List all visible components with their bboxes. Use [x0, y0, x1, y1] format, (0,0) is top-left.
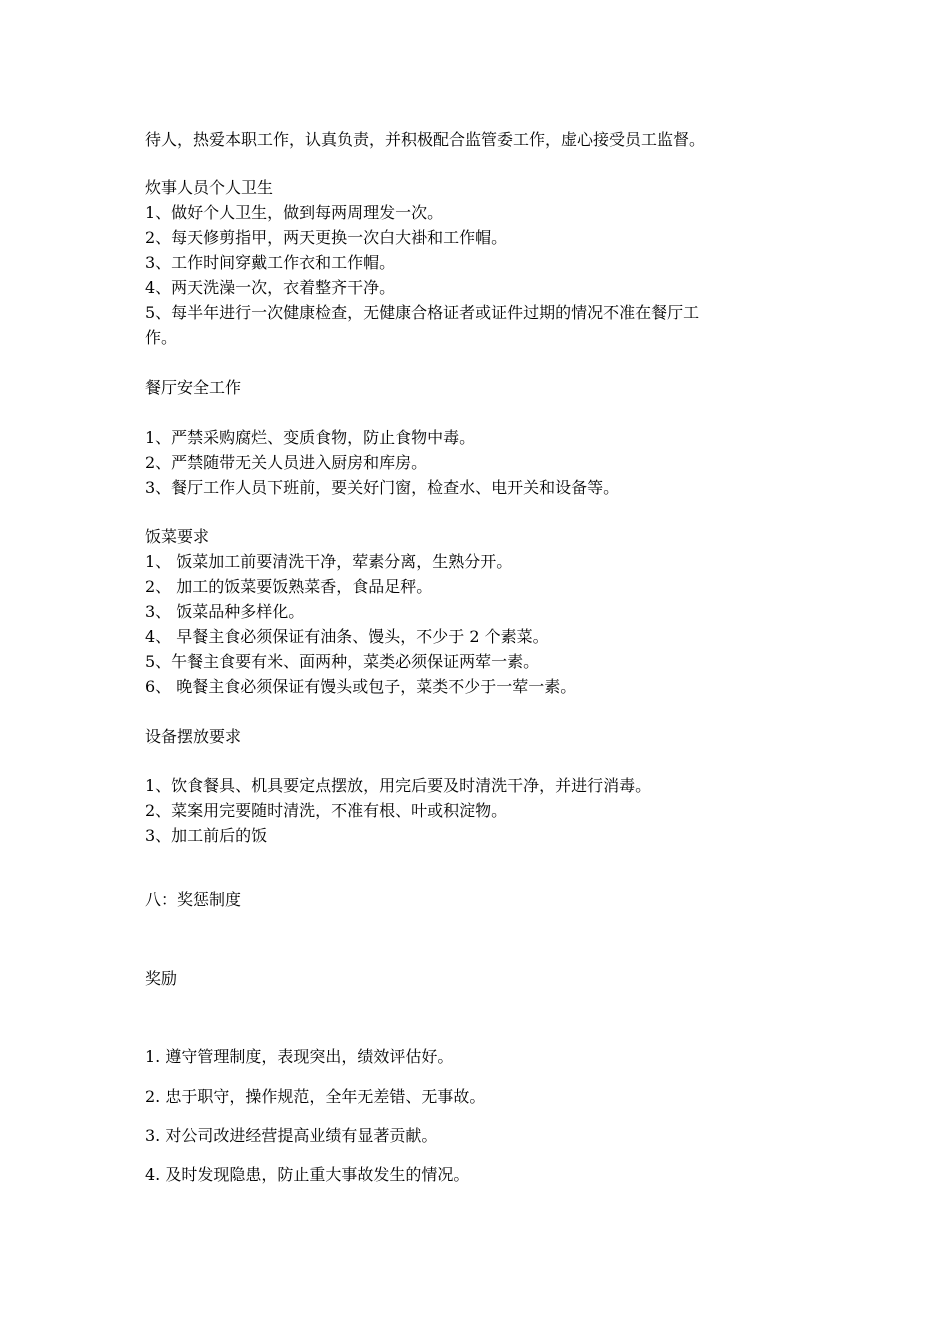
- safety-item: 1、严禁采购腐烂、变质食物，防止食物中毒。: [145, 428, 476, 447]
- intro-paragraph: 待人，热爱本职工作，认真负责，并积极配合监管委工作，虚心接受员工监督。: [145, 130, 706, 149]
- safety-item: 3、餐厅工作人员下班前，要关好门窗，检查水、电开关和设备等。: [145, 478, 620, 497]
- equipment-item: 2、菜案用完要随时清洗，不准有根、叶或积淀物。: [145, 801, 508, 820]
- reward-item: 4. 及时发现隐患，防止重大事故发生的情况。: [145, 1165, 470, 1184]
- heading-rewards: 奖励: [145, 969, 178, 988]
- safety-item: 2、严禁随带无关人员进入厨房和库房。: [145, 453, 428, 472]
- heading-personal-hygiene: 炊事人员个人卫生: [145, 178, 274, 197]
- hygiene-item: 2、每天修剪指甲，两天更换一次白大褂和工作帽。: [145, 228, 508, 247]
- hygiene-item: 4、两天洗澡一次，衣着整齐干净。: [145, 278, 396, 297]
- heading-food-requirements: 饭菜要求: [145, 527, 210, 546]
- hygiene-item: 5、每半年进行一次健康检查，无健康合格证者或证件过期的情况不准在餐厅工: [145, 303, 700, 322]
- reward-item: 3. 对公司改进经营提高业绩有显著贡献。: [145, 1126, 438, 1145]
- hygiene-item: 1、做好个人卫生，做到每两周理发一次。: [145, 203, 444, 222]
- reward-item: 2. 忠于职守，操作规范，全年无差错、无事故。: [145, 1087, 486, 1106]
- food-item: 3、 饭菜品种多样化。: [145, 602, 305, 621]
- equipment-item: 3、加工前后的饭: [145, 826, 268, 845]
- heading-restaurant-safety: 餐厅安全工作: [145, 378, 242, 397]
- food-item: 5、午餐主食要有米、面两种，菜类必须保证两荤一素。: [145, 652, 540, 671]
- hygiene-item-continuation: 作。: [145, 328, 178, 347]
- hygiene-item: 3、工作时间穿戴工作衣和工作帽。: [145, 253, 396, 272]
- food-item: 4、 早餐主食必须保证有油条、馒头，不少于 2 个素菜。: [145, 627, 549, 646]
- food-item: 1、 饭菜加工前要清洗干净，荤素分离，生熟分开。: [145, 552, 513, 571]
- heading-equipment-placement: 设备摆放要求: [145, 727, 242, 746]
- equipment-item: 1、饮食餐具、机具要定点摆放，用完后要及时清洗干净，并进行消毒。: [145, 776, 652, 795]
- food-item: 6、 晚餐主食必须保证有馒头或包子，菜类不少于一荤一素。: [145, 677, 577, 696]
- food-item: 2、 加工的饭菜要饭熟菜香，食品足秤。: [145, 577, 433, 596]
- reward-item: 1. 遵守管理制度，表现突出，绩效评估好。: [145, 1047, 454, 1066]
- heading-section-8: 八：奖惩制度: [145, 890, 242, 909]
